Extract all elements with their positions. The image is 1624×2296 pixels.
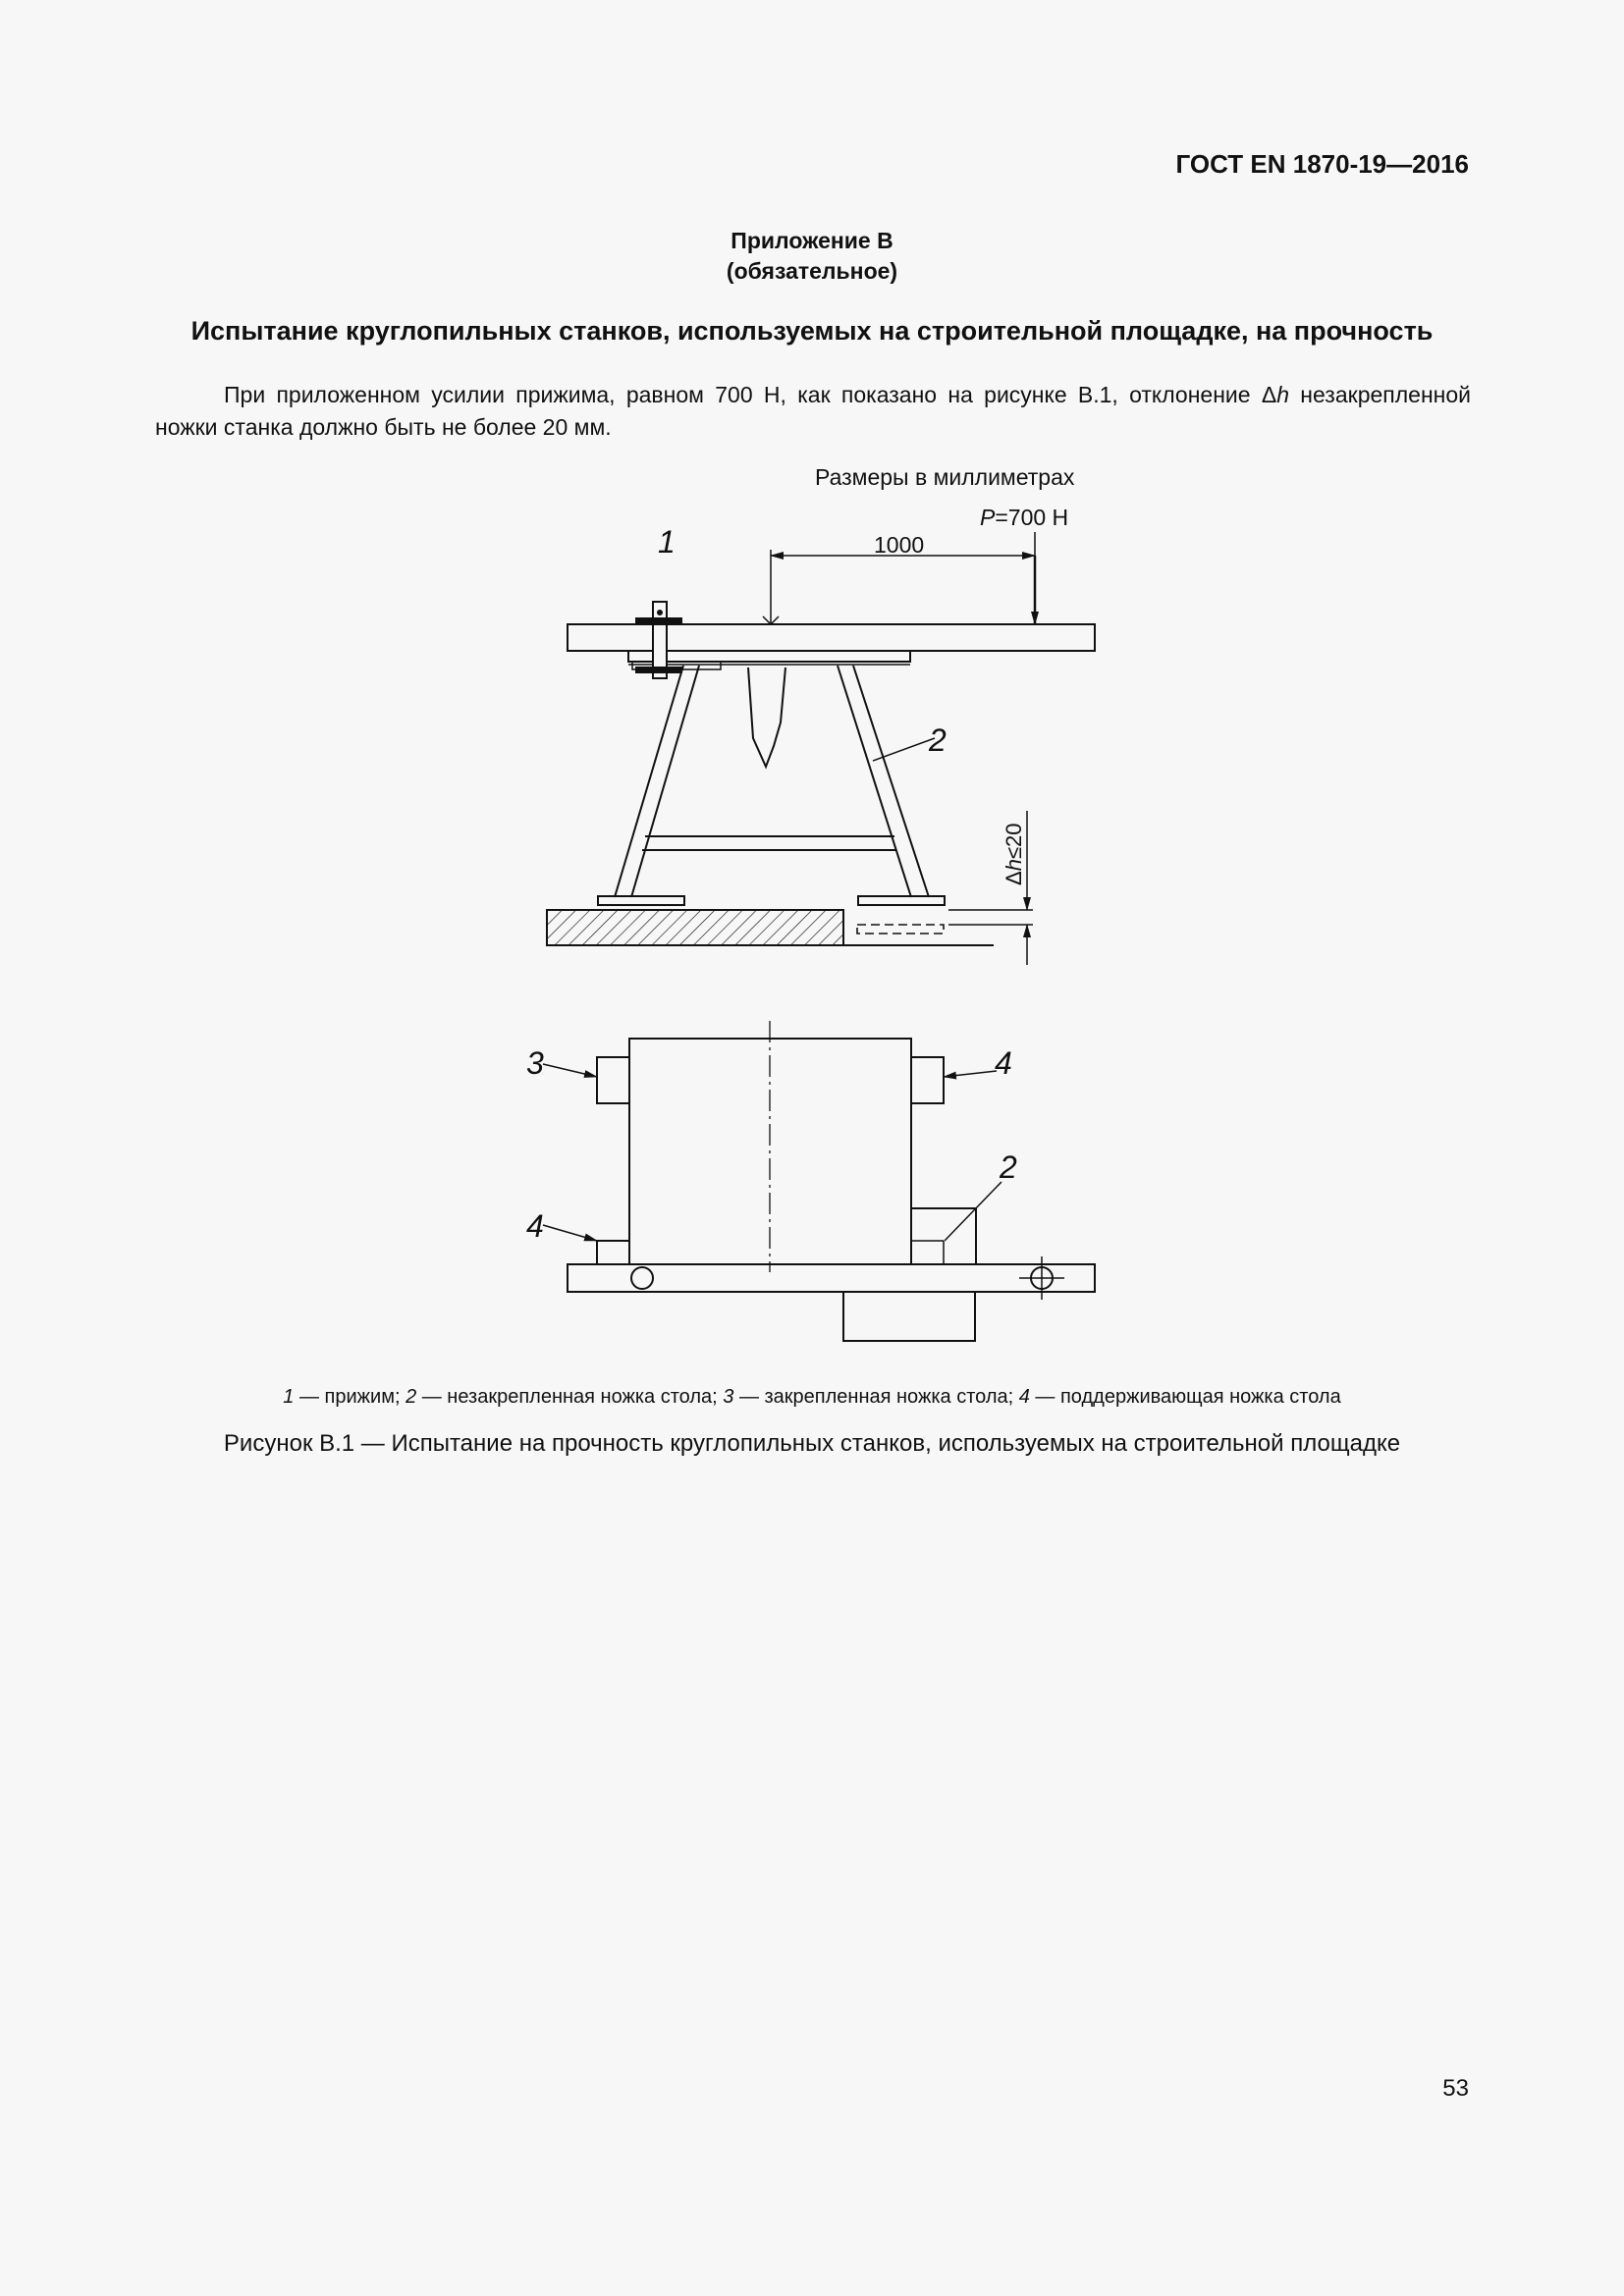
- body-paragraph: При приложенном усилии прижима, равном 700 Н, как показано на рисунке В.1, отклонение Δh незакрепленной ножки станка должно быть не более 20 мм.: [155, 382, 1471, 440]
- side-view: [547, 532, 1095, 965]
- figure-caption: Рисунок В.1 — Испытание на прочность круглопильных станков, используемых на строительной площадке: [223, 1430, 1401, 1457]
- callout-4-top: 4: [995, 1045, 1012, 1081]
- standard-code: ГОСТ EN 1870-19—2016: [1175, 149, 1469, 179]
- table-top: [568, 624, 1095, 651]
- table-frame: [628, 651, 910, 662]
- clamp: [636, 602, 681, 678]
- callout-2-side: 2: [929, 722, 947, 758]
- callout-1: 1: [658, 524, 676, 560]
- figure-legend: 1 — прижим; 2 — незакрепленная ножка стола; 3 — закрепленная ножка стола; 4 — поддерживающая ножка стола: [283, 1386, 1341, 1408]
- section-title: Испытание круглопильных станков, используемых на строительной площадке, на прочность: [190, 316, 1434, 346]
- motor-box: [843, 1292, 975, 1341]
- table-leg-fixed: [598, 666, 699, 905]
- variable-h: h: [1276, 382, 1290, 407]
- annex-title: Приложение В: [731, 228, 893, 253]
- foot-4-bottom: [597, 1241, 629, 1264]
- table-leg-free: [838, 666, 945, 905]
- callout-4-bottom: 4: [526, 1208, 544, 1244]
- annex-status: (обязательное): [726, 258, 898, 284]
- ground-support: [547, 910, 843, 945]
- force-label: P=700 Н: [980, 505, 1069, 530]
- deflection-label: Δh≤20: [1001, 823, 1026, 885]
- saw-blade: [748, 667, 785, 767]
- callout-2-plan: 2: [1000, 1149, 1017, 1185]
- units-note: Размеры в миллиметрах: [815, 464, 1075, 490]
- callout-3: 3: [526, 1045, 544, 1081]
- dimension-1000: 1000: [874, 532, 925, 558]
- page-number: 53: [1442, 2075, 1469, 2102]
- foot-4-top: [911, 1057, 944, 1103]
- foot-3: [597, 1057, 629, 1103]
